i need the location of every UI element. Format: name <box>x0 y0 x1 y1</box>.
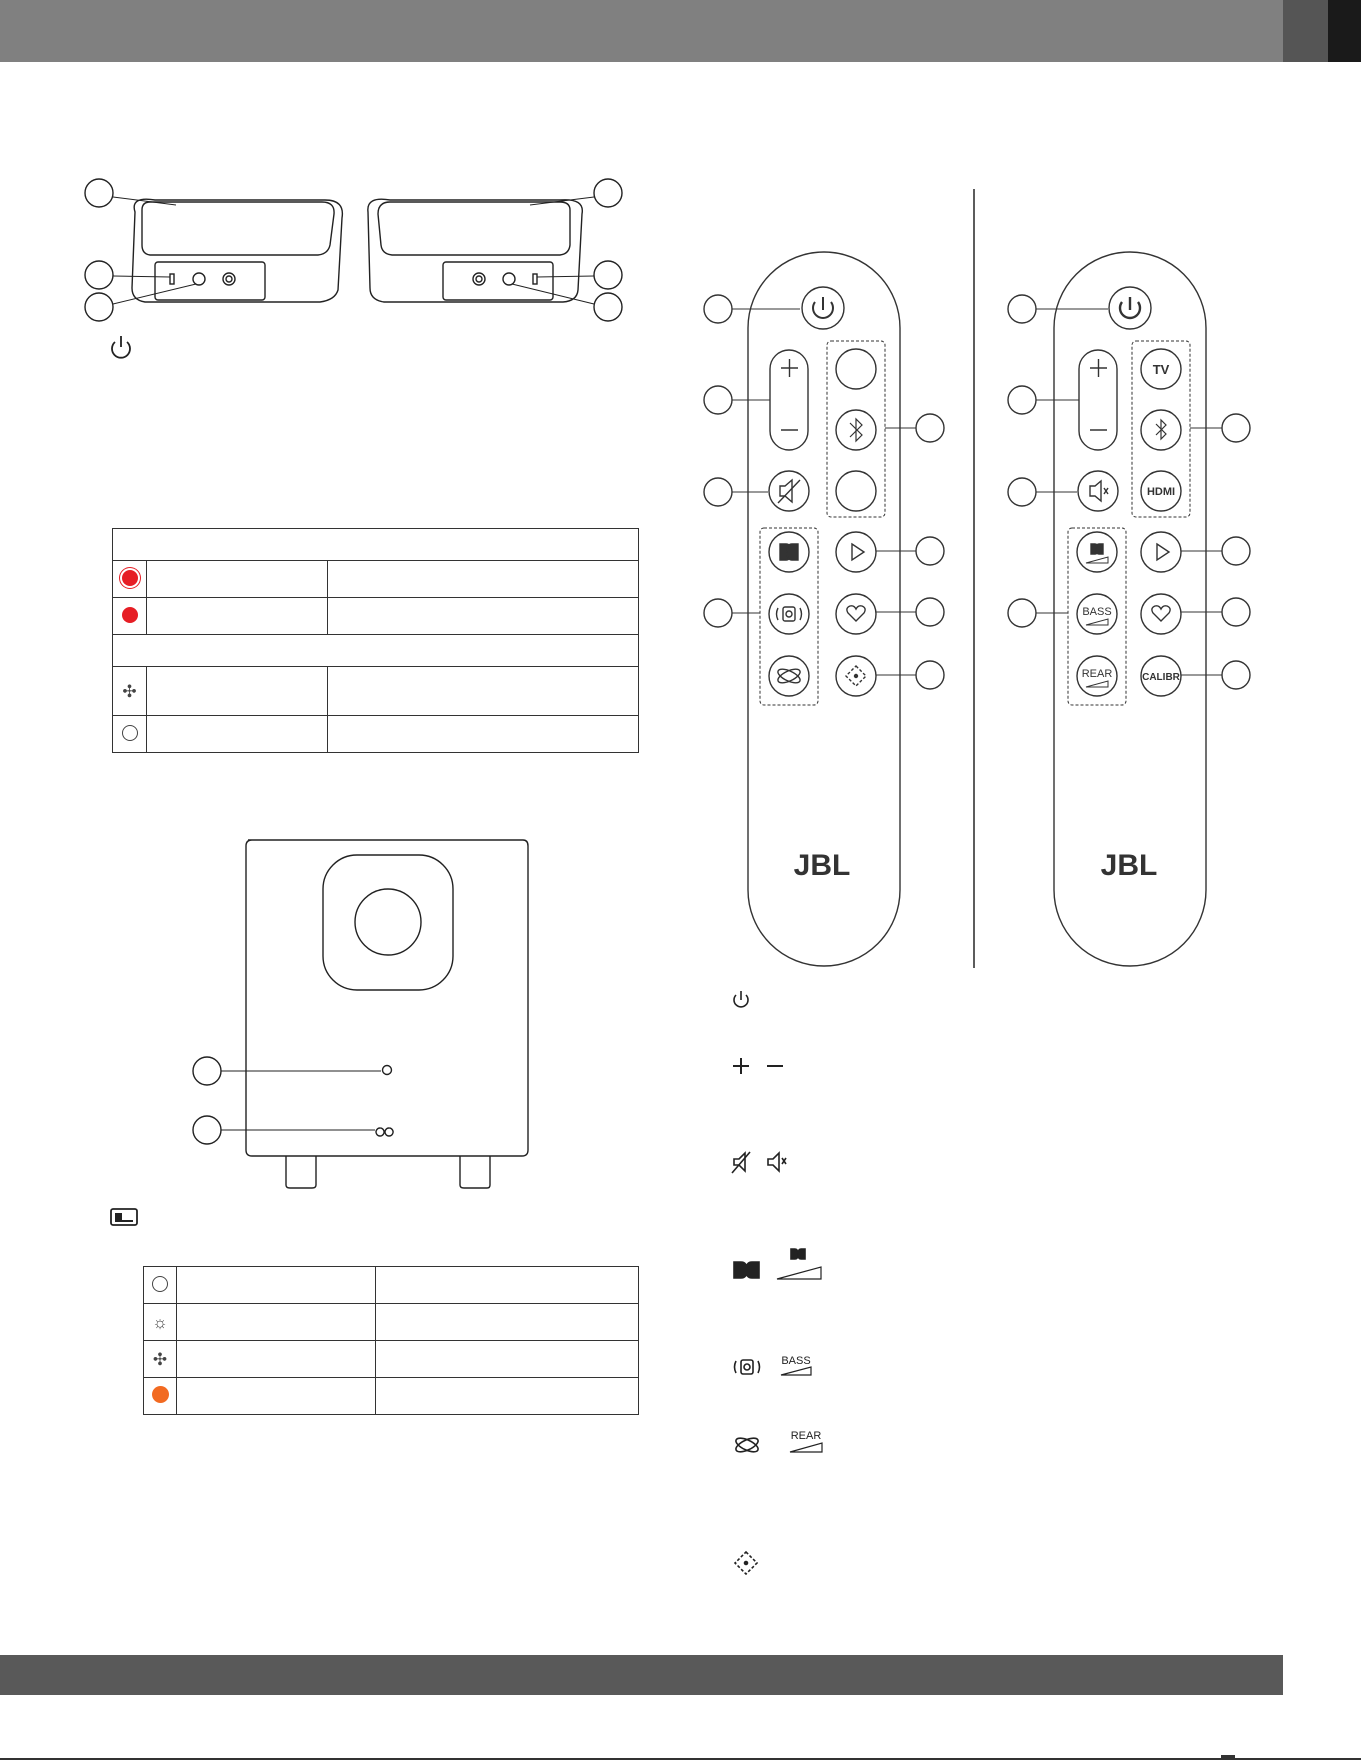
hdmi-label: HDMI <box>1146 486 1176 498</box>
slow-blink-led-icon: ✣ <box>122 681 137 701</box>
remote-b-logo: JBL <box>1100 849 1158 882</box>
page-number-mark <box>1221 1755 1235 1758</box>
legend-rear-label: REAR <box>790 1430 822 1442</box>
footer-bar <box>0 1655 1283 1695</box>
calibr-label: CALIBR <box>1142 672 1180 683</box>
rear-level-icon <box>790 1443 822 1452</box>
rear-icon <box>734 1435 760 1454</box>
slow-blink-led-icon: ✣ <box>152 1349 168 1369</box>
tv-label: TV <box>1152 362 1170 377</box>
dolby-icon <box>734 1262 759 1278</box>
mute-icon <box>732 1152 750 1173</box>
fast-blink-led-icon: ☼ <box>152 1312 168 1332</box>
mute-x-icon <box>768 1153 786 1171</box>
remote-a-logo: JBL <box>793 849 851 882</box>
footer-line <box>0 1758 1361 1760</box>
bass-level-icon <box>781 1367 811 1375</box>
power-icon <box>734 991 748 1007</box>
calibration-icon <box>735 1552 757 1574</box>
bass-icon <box>735 1360 760 1374</box>
legend-bass-label: BASS <box>781 1355 811 1367</box>
bass-label: BASS <box>1082 606 1112 618</box>
plus-icon <box>733 1058 749 1074</box>
dolby-level-icon <box>777 1249 821 1279</box>
rear-label: REAR <box>1081 668 1113 680</box>
